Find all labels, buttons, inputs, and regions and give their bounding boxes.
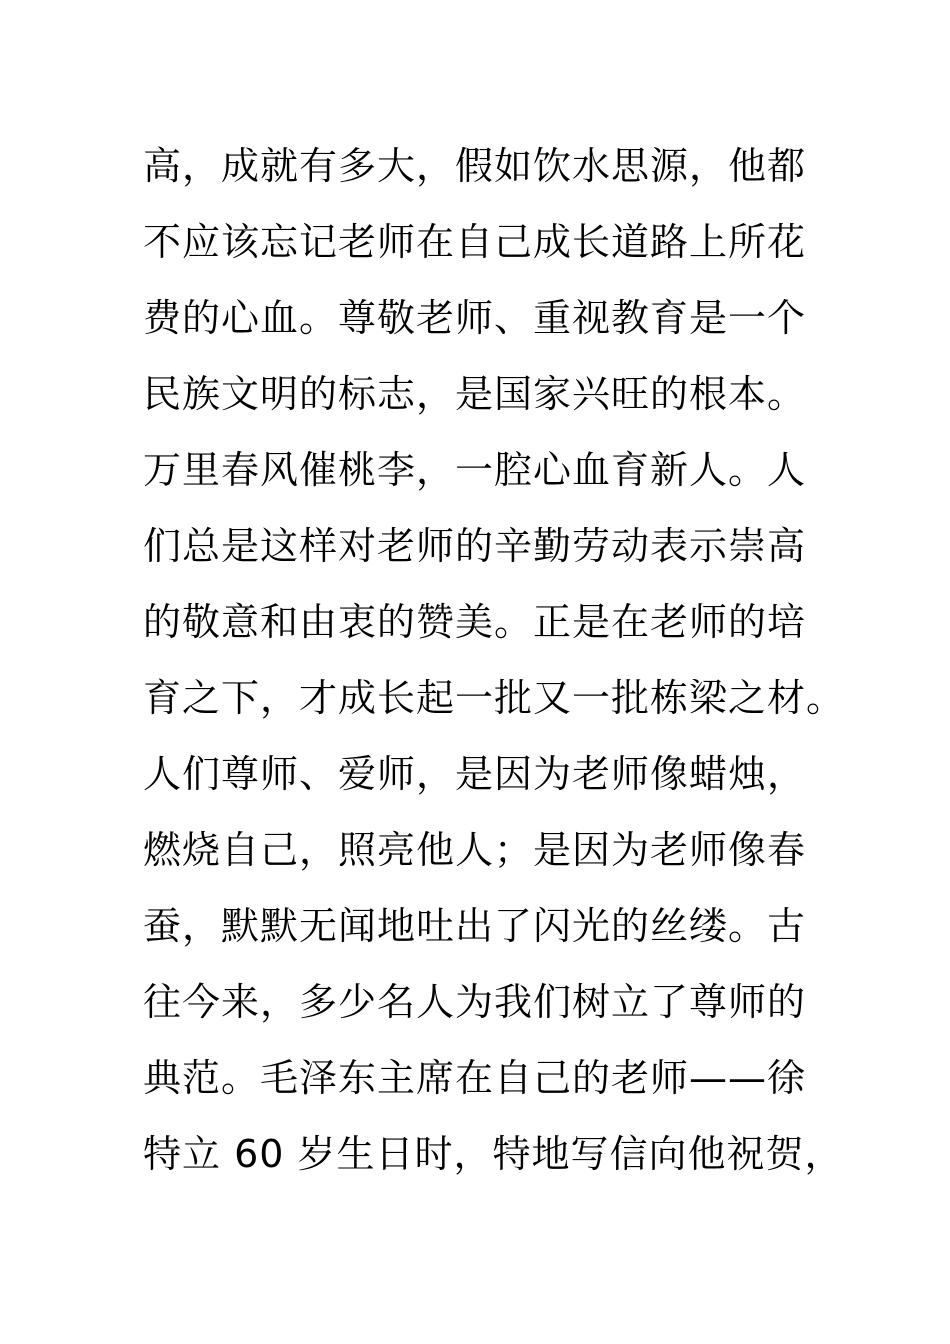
text-line: 不应该忘记老师在自己成长道路上所花 xyxy=(143,220,807,264)
text-line: 的敬意和由衷的赞美。正是在老师的培 xyxy=(143,600,807,644)
text-line: 典范。毛泽东主席在自己的老师——徐 xyxy=(143,1056,807,1100)
text-line: 们总是这样对老师的辛勤劳动表示崇高 xyxy=(143,524,807,568)
text-line: 民族文明的标志，是国家兴旺的根本。 xyxy=(143,372,807,416)
text-line: 特立 60 岁生日时，特地写信向他祝贺， xyxy=(143,1132,844,1176)
body-text xyxy=(143,128,846,1192)
text-line: 蚕，默默无闻地吐出了闪光的丝缕。古 xyxy=(143,904,807,948)
text-line: 往今来，多少名人为我们树立了尊师的 xyxy=(143,980,807,1024)
text-line: 费的心血。尊敬老师、重视教育是一个 xyxy=(143,296,807,340)
text-line: 燃烧自己，照亮他人；是因为老师像春 xyxy=(143,828,807,872)
text-line: 高，成就有多大，假如饮水思源，他都 xyxy=(143,144,807,188)
text-line: 万里春风催桃李，一腔心血育新人。人 xyxy=(143,448,807,492)
text-line: 育之下，才成长起一批又一批栋梁之材。 xyxy=(143,676,846,720)
text-line: 人们尊师、爱师，是因为老师像蜡烛， xyxy=(143,752,807,796)
